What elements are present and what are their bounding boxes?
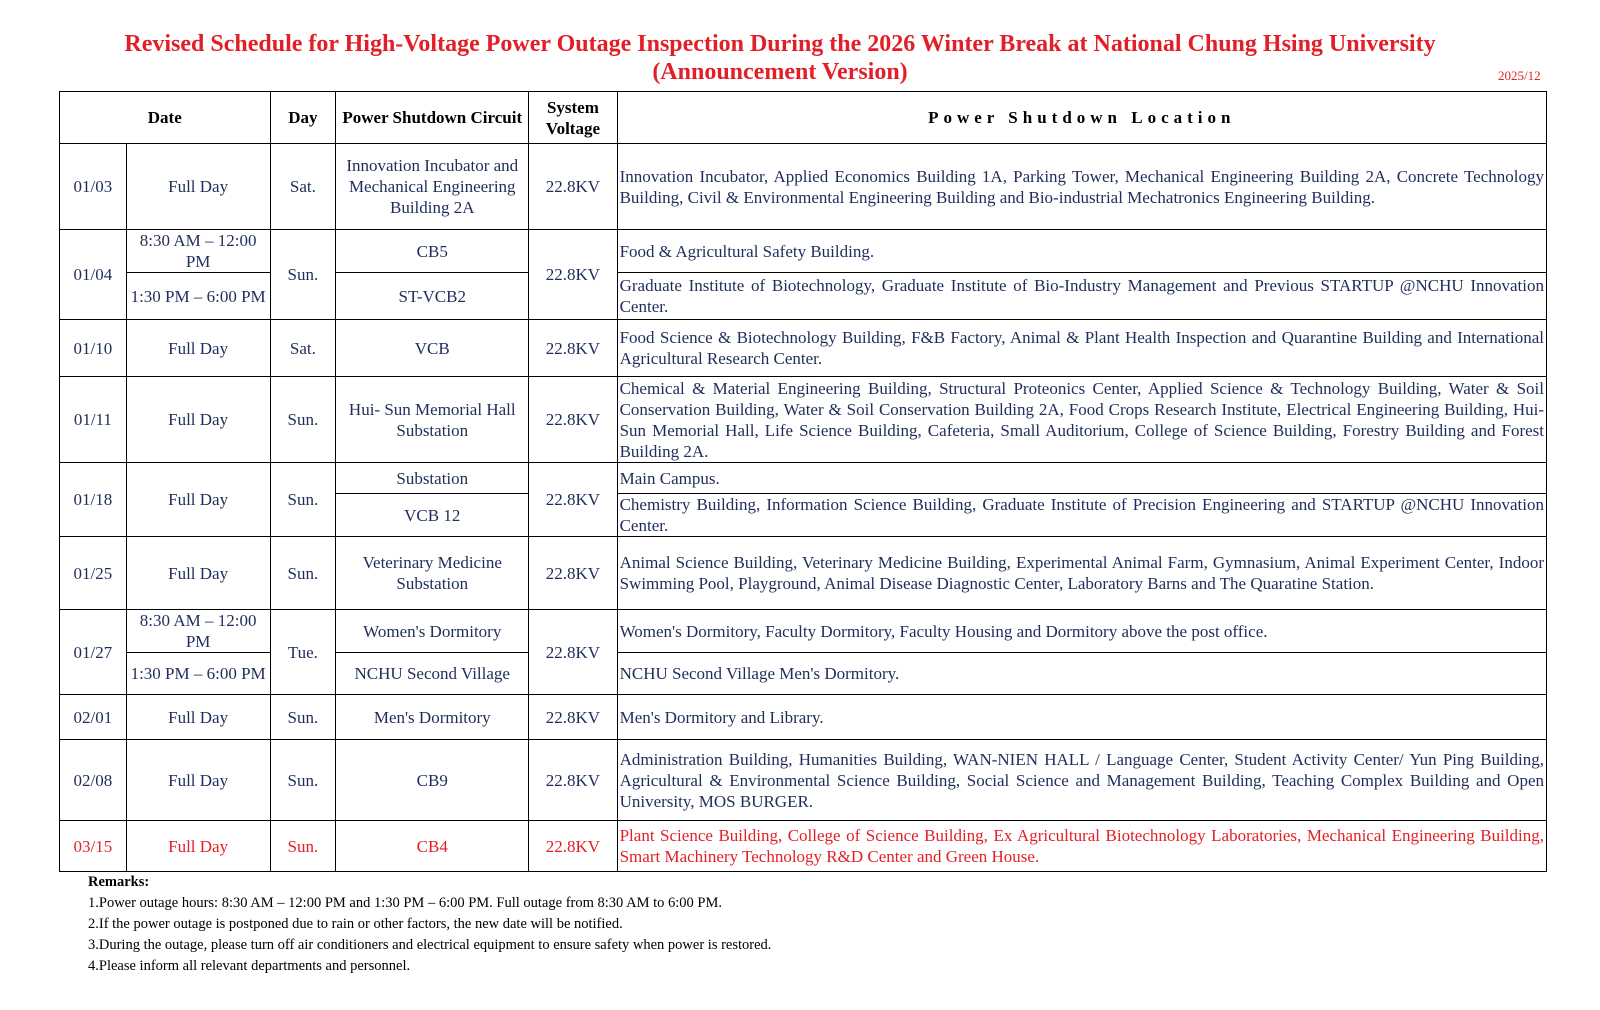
cell-time: Full Day <box>126 537 270 610</box>
cell-voltage: 22.8KV <box>529 610 617 695</box>
title-line-2: (Announcement Version) <box>652 59 908 85</box>
cell-day: Sun. <box>270 463 336 537</box>
header-date: Date <box>60 92 271 144</box>
cell-circuit: Veterinary Medicine Substation <box>336 537 529 610</box>
table-row <box>60 377 1547 463</box>
cell-date: 01/27 <box>60 610 127 695</box>
cell-location: Chemical & Material Engineering Building, Structural Proteonics Center, Applied Science & Technology Building, Water & Soil Conservation Building, Water & Soil Conservation Building 2A, Food Crops Research Institute, Electrical Engineering Building, Hui-Sun Memorial Hall, Life Science Building, Cafeteria, Small Auditorium, College of Science Building, Forestry Building and Forest Building 2A. <box>617 377 1546 463</box>
cell-circuit: Men's Dormitory <box>336 695 529 740</box>
cell-circuit: Hui- Sun Memorial Hall Substation <box>336 377 529 463</box>
cell-circuit: ST-VCB2 <box>336 273 529 320</box>
cell-circuit: VCB 12 <box>336 494 529 537</box>
remark-item: 4.Please inform all relevant departments and personnel. <box>88 958 411 974</box>
cell-day: Sun. <box>270 740 336 821</box>
cell-voltage: 22.8KV <box>529 821 617 872</box>
table-row <box>60 230 1547 273</box>
cell-circuit: Women's Dormitory <box>336 610 529 653</box>
cell-time: 8:30 AM – 12:00 PM <box>126 230 270 273</box>
table-row <box>60 610 1547 653</box>
table-row <box>60 320 1547 377</box>
cell-day: Tue. <box>270 610 336 695</box>
cell-date: 01/10 <box>60 320 127 377</box>
cell-voltage: 22.8KV <box>529 230 617 320</box>
cell-day: Sun. <box>270 537 336 610</box>
cell-time: 1:30 PM – 6:00 PM <box>126 273 270 320</box>
table-row <box>60 695 1547 740</box>
cell-time: Full Day <box>126 695 270 740</box>
cell-voltage: 22.8KV <box>529 320 617 377</box>
cell-date: 01/04 <box>60 230 127 320</box>
cell-location: Administration Building, Humanities Building, WAN-NIEN HALL / Language Center, Student Activity Center/ Yun Ping Building, Agricultural & Environmental Science Building, Social Science and Management Building, Teaching Complex Building and Open University, MOS BURGER. <box>617 740 1546 821</box>
cell-voltage: 22.8KV <box>529 537 617 610</box>
cell-location: Animal Science Building, Veterinary Medicine Building, Experimental Animal Farm, Gymnasium, Animal Experiment Center, Indoor Swimming Pool, Playground, Animal Disease Diagnostic Center, Laboratory Barns and The Quaratine Station. <box>617 537 1546 610</box>
cell-date: 01/11 <box>60 377 127 463</box>
cell-location: Women's Dormitory, Faculty Dormitory, Faculty Housing and Dormitory above the post office. <box>617 610 1546 653</box>
cell-time: 1:30 PM – 6:00 PM <box>126 653 270 695</box>
cell-time: 8:30 AM – 12:00 PM <box>126 610 270 653</box>
cell-voltage: 22.8KV <box>529 144 617 230</box>
cell-location: Graduate Institute of Biotechnology, Graduate Institute of Bio-Industry Management and Previous STARTUP @NCHU Innovation Center. <box>617 273 1546 320</box>
cell-circuit: NCHU Second Village <box>336 653 529 695</box>
cell-location: Innovation Incubator, Applied Economics Building 1A, Parking Tower, Mechanical Engineering Building 2A, Concrete Technology Building, Civil & Environmental Engineering Building and Bio-industrial Mechatronics Engineering Building. <box>617 144 1546 230</box>
cell-location: Chemistry Building, Information Science Building, Graduate Institute of Precision Engineering and STARTUP @NCHU Innovation Center. <box>617 494 1546 537</box>
cell-day: Sun. <box>270 230 336 320</box>
cell-time: Full Day <box>126 821 270 872</box>
cell-circuit: CB9 <box>336 740 529 821</box>
cell-date: 03/15 <box>60 821 127 872</box>
cell-date: 02/01 <box>60 695 127 740</box>
cell-date: 01/18 <box>60 463 127 537</box>
cell-time: Full Day <box>126 320 270 377</box>
cell-voltage: 22.8KV <box>529 740 617 821</box>
cell-time: Full Day <box>126 377 270 463</box>
document-title <box>0 30 1560 86</box>
remark-item: 3.During the outage, please turn off air conditioners and electrical equipment to ensure safety when power is restored. <box>88 937 772 953</box>
cell-circuit: Innovation Incubator and Mechanical Engineering Building 2A <box>336 144 529 230</box>
cell-day: Sat. <box>270 320 336 377</box>
cell-day: Sun. <box>270 377 336 463</box>
issue-date: 2025/12 <box>1498 68 1541 83</box>
cell-voltage: 22.8KV <box>529 695 617 740</box>
cell-location: Food Science & Biotechnology Building, F&B Factory, Animal & Plant Health Inspection and Quarantine Building and International Agricultural Research Center. <box>617 320 1546 377</box>
cell-date: 01/25 <box>60 537 127 610</box>
cell-day: Sat. <box>270 144 336 230</box>
cell-voltage: 22.8KV <box>529 463 617 537</box>
table-row <box>60 144 1547 230</box>
cell-location: NCHU Second Village Men's Dormitory. <box>617 653 1546 695</box>
cell-circuit: CB5 <box>336 230 529 273</box>
cell-location: Food & Agricultural Safety Building. <box>617 230 1546 273</box>
remark-item: 2.If the power outage is postponed due to rain or other factors, the new date will be notified. <box>88 916 623 932</box>
cell-time: Full Day <box>126 740 270 821</box>
header-location: Power Shutdown Location <box>617 92 1546 144</box>
cell-date: 02/08 <box>60 740 127 821</box>
header-voltage: System Voltage <box>529 92 617 144</box>
table-row <box>60 740 1547 821</box>
table-row <box>60 463 1547 494</box>
remark-item: 1.Power outage hours: 8:30 AM – 12:00 PM and 1:30 PM – 6:00 PM. Full outage from 8:30 AM to 6:00 PM. <box>88 895 722 911</box>
cell-time: Full Day <box>126 144 270 230</box>
table-row <box>60 537 1547 610</box>
header-circuit: Power Shutdown Circuit <box>336 92 529 144</box>
header-row <box>60 92 1547 144</box>
table-row-highlighted <box>60 821 1547 872</box>
cell-circuit: VCB <box>336 320 529 377</box>
outage-schedule-table <box>59 91 1547 872</box>
header-day: Day <box>270 92 336 144</box>
remarks-heading: Remarks: <box>88 874 150 890</box>
cell-location: Men's Dormitory and Library. <box>617 695 1546 740</box>
remarks-section <box>88 872 771 977</box>
cell-day: Sun. <box>270 695 336 740</box>
cell-day: Sun. <box>270 821 336 872</box>
cell-voltage: 22.8KV <box>529 377 617 463</box>
cell-date: 01/03 <box>60 144 127 230</box>
cell-time: Full Day <box>126 463 270 537</box>
title-line-1: Revised Schedule for High-Voltage Power Outage Inspection During the 2026 Winter Break at National Chung Hsing University <box>124 31 1436 57</box>
cell-circuit: Substation <box>336 463 529 494</box>
cell-location: Main Campus. <box>617 463 1546 494</box>
cell-circuit: CB4 <box>336 821 529 872</box>
cell-location: Plant Science Building, College of Science Building, Ex Agricultural Biotechnology Laboratories, Mechanical Engineering Building, Smart Machinery Technology R&D Center and Green House. <box>617 821 1546 872</box>
